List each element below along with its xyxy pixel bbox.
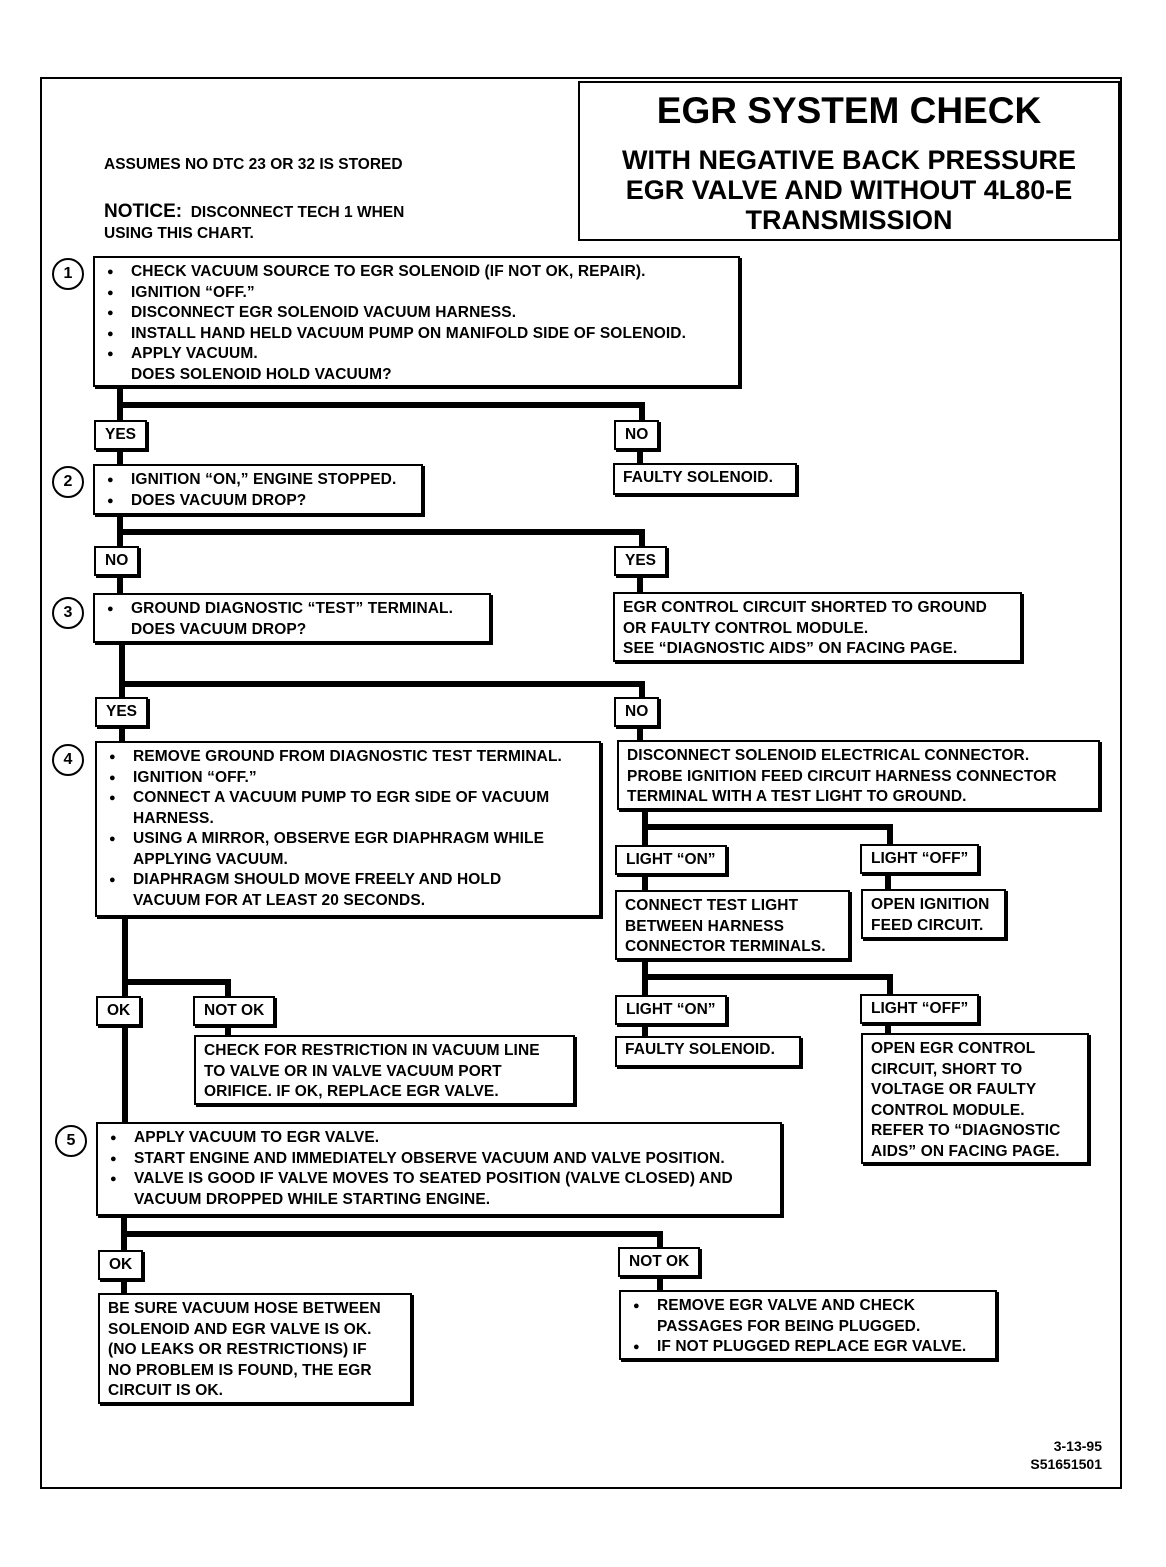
- step-2-no-label: NO: [94, 546, 139, 576]
- result-line: PROBE IGNITION FEED CIRCUIT HARNESS CONNECTOR: [627, 767, 1057, 785]
- open-ignition-feed-box: [861, 889, 1006, 939]
- step-3-box: [93, 593, 491, 643]
- light-on-label-2: LIGHT “ON”: [615, 995, 727, 1025]
- step-3-bullet: ● GROUND DIAGNOSTIC “TEST” TERMINAL.: [103, 599, 481, 620]
- be-sure-vacuum-box: [98, 1293, 412, 1404]
- notice-line-2: USING THIS CHART.: [104, 225, 254, 242]
- step-1-question: DOES SOLENOID HOLD VACUUM?: [131, 365, 392, 383]
- step-2-yes-label: YES: [614, 546, 667, 576]
- footer: [1030, 1437, 1102, 1473]
- open-egr-control-box: [861, 1033, 1089, 1164]
- notice: [104, 201, 404, 244]
- result-line: CIRCUIT, SHORT TO: [871, 1060, 1023, 1078]
- result-line: AIDS” ON FACING PAGE.: [871, 1142, 1060, 1160]
- step-4-ok-label: OK: [96, 996, 141, 1026]
- result-line: FEED CIRCUIT.: [871, 916, 984, 934]
- light-on-label: LIGHT “ON”: [615, 845, 727, 875]
- step-4-bullet: ● CONNECT A VACUUM PUMP TO EGR SIDE OF VACUUM: [105, 788, 591, 809]
- egr-shorted-box: [613, 592, 1022, 662]
- result-line: TO VALVE OR IN VALVE VACUUM PORT: [204, 1062, 502, 1080]
- result-line: OPEN IGNITION: [871, 896, 990, 913]
- result-line: (NO LEAKS OR RESTRICTIONS) IF: [108, 1341, 367, 1358]
- remove-egr-box: [619, 1290, 997, 1360]
- step-5-marker: 5: [55, 1125, 87, 1157]
- notice-line-1: DISCONNECT TECH 1 WHEN: [190, 204, 405, 221]
- step-4-not-ok-label: NOT OK: [193, 996, 275, 1026]
- faulty-solenoid-box: FAULTY SOLENOID.: [613, 463, 797, 495]
- step-5-box: [96, 1122, 782, 1216]
- step-4-box: [95, 741, 601, 917]
- remove-egr-bullet: ● IF NOT PLUGGED REPLACE EGR VALVE.: [629, 1337, 987, 1358]
- step-4-marker: 4: [52, 744, 84, 776]
- result-line: BETWEEN HARNESS: [625, 917, 785, 935]
- result-line: NO PROBLEM IS FOUND, THE EGR: [108, 1361, 372, 1379]
- remove-egr-cont: PASSAGES FOR BEING PLUGGED.: [657, 1317, 921, 1335]
- step-4-bullet: ● REMOVE GROUND FROM DIAGNOSTIC TEST TERMINAL.: [105, 747, 591, 768]
- footer-date: 3-13-95: [1053, 1438, 1102, 1454]
- step-2-bullet: ● DOES VACUUM DROP?: [103, 491, 413, 512]
- step-5-not-ok-label: NOT OK: [618, 1247, 700, 1277]
- step-1-no-label: NO: [614, 420, 659, 450]
- step-3-marker: 3: [52, 597, 84, 629]
- step-4-cont: APPLYING VACUUM.: [133, 850, 288, 868]
- step-1-bullet: ● APPLY VACUUM.: [103, 344, 730, 365]
- title-box: [578, 81, 1120, 241]
- step-2-bullet: ● IGNITION “ON,” ENGINE STOPPED.: [103, 470, 413, 491]
- step-2-marker: 2: [52, 466, 84, 498]
- step-1-bullet: ● IGNITION “OFF.”: [103, 283, 730, 304]
- subtitle-line-1: WITH NEGATIVE BACK PRESSURE: [621, 145, 1077, 175]
- step-3-no-label: NO: [614, 697, 659, 727]
- step-4-bullet: ● USING A MIRROR, OBSERVE EGR DIAPHRAGM WHILE: [105, 829, 591, 850]
- result-line: ORIFICE. IF OK, REPLACE EGR VALVE.: [204, 1083, 499, 1100]
- step-1-marker: 1: [52, 258, 84, 290]
- result-line: BE SURE VACUUM HOSE BETWEEN: [108, 1300, 381, 1317]
- step-4-cont: VACUUM FOR AT LEAST 20 SECONDS.: [133, 891, 426, 909]
- step-2-box: [93, 464, 423, 515]
- step-5-bullet: ● VALVE IS GOOD IF VALVE MOVES TO SEATED POSITION (VALVE CLOSED) AND: [106, 1169, 772, 1190]
- result-line: TERMINAL WITH A TEST LIGHT TO GROUND.: [627, 788, 967, 805]
- light-off-label-2: LIGHT “OFF”: [860, 994, 979, 1024]
- step-3-question: DOES VACUUM DROP?: [131, 620, 307, 638]
- step-3-yes-label: YES: [95, 697, 148, 727]
- remove-egr-bullet: ● REMOVE EGR VALVE AND CHECK: [629, 1296, 987, 1317]
- check-restriction-box: [194, 1035, 575, 1105]
- light-off-label: LIGHT “OFF”: [860, 844, 979, 874]
- result-line: CHECK FOR RESTRICTION IN VACUUM LINE: [204, 1042, 540, 1059]
- result-line: EGR CONTROL CIRCUIT SHORTED TO GROUND: [623, 599, 987, 616]
- chart-subtitle: [580, 145, 1118, 235]
- step-1-yes-label: YES: [94, 420, 147, 450]
- step-1-bullet: ● INSTALL HAND HELD VACUUM PUMP ON MANIFOLD SIDE OF SOLENOID.: [103, 324, 730, 345]
- assumes-note: ASSUMES NO DTC 23 OR 32 IS STORED: [104, 156, 403, 173]
- step-4-bullet: ● DIAPHRAGM SHOULD MOVE FREELY AND HOLD: [105, 870, 591, 891]
- step-5-bullet: ● APPLY VACUUM TO EGR VALVE.: [106, 1128, 772, 1149]
- step-4-cont: HARNESS.: [133, 809, 214, 827]
- result-line: SEE “DIAGNOSTIC AIDS” ON FACING PAGE.: [623, 640, 958, 657]
- faulty-solenoid-box-2: FAULTY SOLENOID.: [615, 1036, 801, 1067]
- step-5-ok-label: OK: [98, 1250, 143, 1280]
- chart-title: EGR SYSTEM CHECK: [656, 90, 1042, 131]
- result-line: CONTROL MODULE.: [871, 1101, 1025, 1119]
- result-line: REFER TO “DIAGNOSTIC: [871, 1122, 1061, 1139]
- result-line: DISCONNECT SOLENOID ELECTRICAL CONNECTOR.: [627, 747, 1030, 764]
- subtitle-line-3: TRANSMISSION: [745, 205, 953, 235]
- result-line: CIRCUIT IS OK.: [108, 1382, 224, 1399]
- result-line: OPEN EGR CONTROL: [871, 1040, 1036, 1057]
- connect-test-light-box: [615, 890, 850, 960]
- disconnect-solenoid-box: [617, 740, 1100, 810]
- step-1-box: [93, 256, 740, 387]
- footer-code: S51651501: [1030, 1456, 1102, 1472]
- step-4-bullet: ● IGNITION “OFF.”: [105, 768, 591, 789]
- subtitle-line-2: EGR VALVE AND WITHOUT 4L80-E: [625, 175, 1073, 205]
- result-line: CONNECT TEST LIGHT: [625, 897, 799, 914]
- step-1-bullet: ● DISCONNECT EGR SOLENOID VACUUM HARNESS.: [103, 303, 730, 324]
- result-line: VOLTAGE OR FAULTY: [871, 1081, 1037, 1098]
- result-line: SOLENOID AND EGR VALVE IS OK.: [108, 1320, 372, 1338]
- result-line: OR FAULTY CONTROL MODULE.: [623, 619, 869, 637]
- notice-head: NOTICE:: [104, 201, 183, 222]
- step-1-bullet: ● CHECK VACUUM SOURCE TO EGR SOLENOID (IF NOT OK, REPAIR).: [103, 262, 730, 283]
- step-5-bullet: ● START ENGINE AND IMMEDIATELY OBSERVE VACUUM AND VALVE POSITION.: [106, 1149, 772, 1170]
- result-line: CONNECTOR TERMINALS.: [625, 938, 826, 955]
- step-5-cont: VACUUM DROPPED WHILE STARTING ENGINE.: [134, 1190, 491, 1208]
